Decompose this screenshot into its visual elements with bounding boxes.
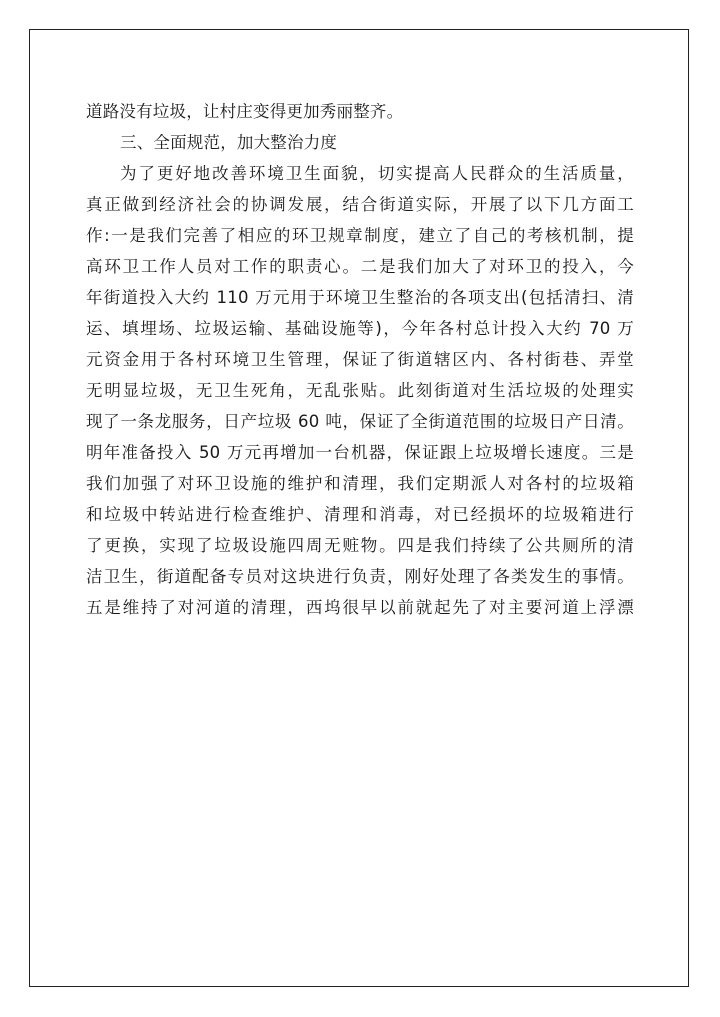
paragraph-line: 道路没有垃圾，让村庄变得更加秀丽整齐。	[86, 102, 404, 121]
document-body	[86, 96, 634, 623]
paragraph-line: 作:一是我们完善了相应的环卫规章制度，建立了自己的考核机制，提	[86, 226, 634, 245]
section-heading: 三、全面规范，加大整治力度	[120, 133, 338, 152]
paragraph-line: 我们加强了对环卫设施的维护和清理，我们定期派人对各村的垃圾箱	[86, 474, 634, 493]
paragraph-line: 了更换，实现了垃圾设施四周无赃物。四是我们持续了公共厕所的清	[86, 536, 634, 555]
paragraph-line: 运、填埋场、垃圾运输、基础设施等)，今年各村总计投入大约 70 万	[86, 319, 634, 338]
paragraph-line: 无明显垃圾，无卫生死角，无乱张贴。此刻街道对生活垃圾的处理实	[86, 381, 634, 400]
paragraph-line: 五是维持了对河道的清理，西坞很早以前就起先了对主要河道上浮漂	[86, 598, 634, 617]
paragraph-line: 洁卫生，街道配备专员对这块进行负责，刚好处理了各类发生的事情。	[86, 567, 634, 586]
paragraph-line: 为了更好地改善环境卫生面貌，切实提高人民群众的生活质量，	[120, 164, 634, 183]
paragraph-line: 高环卫工作人员对工作的职责心。二是我们加大了对环卫的投入，今	[86, 257, 634, 276]
paragraph-line: 元资金用于各村环境卫生管理，保证了街道辖区内、各村街巷、弄堂	[86, 350, 634, 369]
paragraph-line: 现了一条龙服务，日产垃圾 60 吨，保证了全街道范围的垃圾日产日清。	[86, 412, 634, 431]
paragraph-line: 年街道投入大约 110 万元用于环境卫生整治的各项支出(包括清扫、清	[86, 288, 634, 307]
paragraph-line: 真正做到经济社会的协调发展，结合街道实际，开展了以下几方面工	[86, 195, 634, 214]
paragraph-line: 明年准备投入 50 万元再增加一台机器，保证跟上垃圾增长速度。三是	[86, 443, 634, 462]
paragraph-line: 和垃圾中转站进行检查维护、清理和消毒，对已经损坏的垃圾箱进行	[86, 505, 634, 524]
